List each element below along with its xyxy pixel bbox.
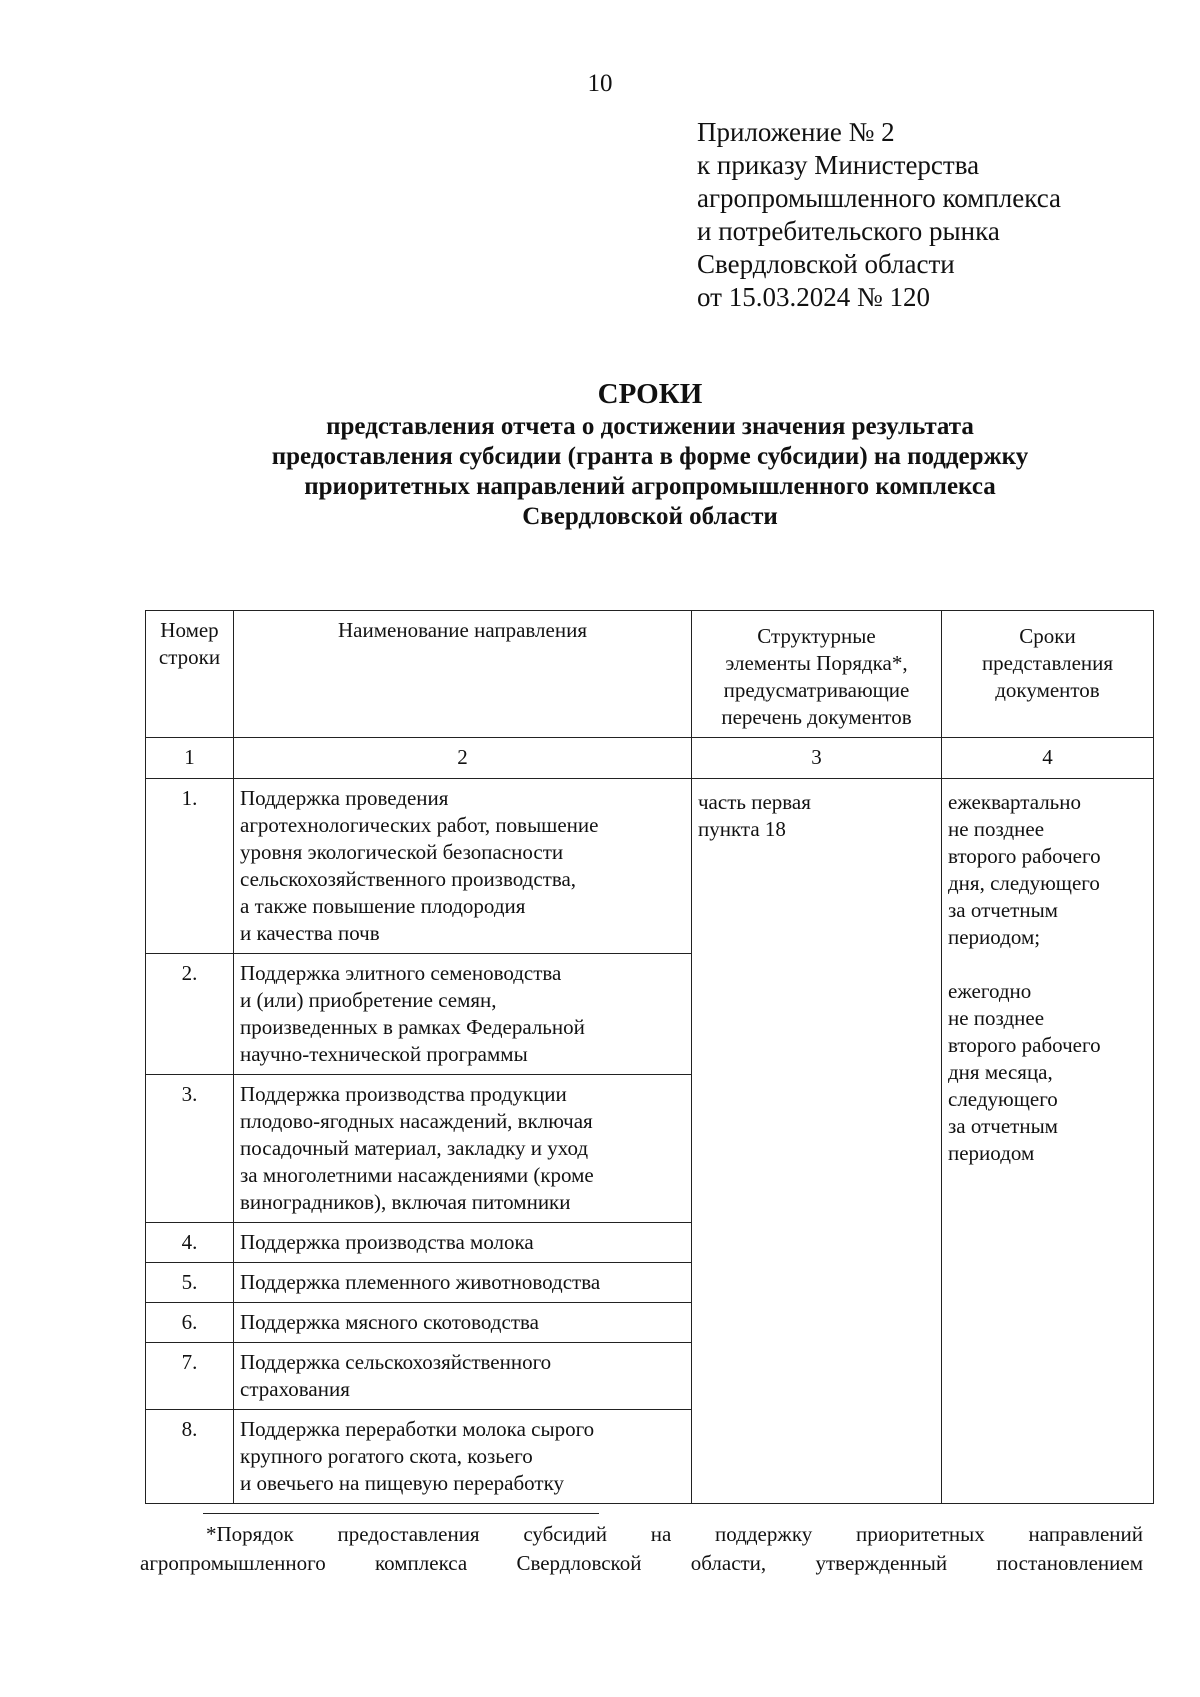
direction-name: Поддержка производства молока — [234, 1223, 692, 1263]
footnote-divider — [203, 1513, 599, 1514]
footnote — [140, 1520, 1143, 1578]
row-number: 6. — [146, 1303, 234, 1343]
title-subtitle — [140, 412, 1160, 532]
direction-name: Поддержка производства продукции плодово-ягодных насаждений, включая посадочный материал, закладку и уход за многолетними насаждениями (кроме виноградников), включая питомники — [234, 1075, 692, 1223]
row-number: 1. — [146, 779, 234, 954]
title-line: Свердловской области — [522, 503, 778, 530]
appendix-line: Свердловской области — [697, 249, 955, 279]
structural-element-cell: часть первая пункта 18 — [692, 779, 942, 1504]
column-number-row — [146, 738, 1154, 779]
direction-name: Поддержка переработки молока сырого крупного рогатого скота, козьего и овечьего на пищевую переработку — [234, 1410, 692, 1504]
title-line: приоритетных направлений агропромышленного комплекса — [304, 473, 996, 500]
title-line: предоставления субсидии (гранта в форме субсидии) на поддержку — [271, 443, 1029, 470]
appendix-line: агропромышленного комплекса — [697, 183, 1061, 213]
column-number: 1 — [146, 738, 234, 779]
title-main: СРОКИ — [597, 378, 703, 410]
direction-name: Поддержка элитного семеноводства и (или) приобретение семян, произведенных в рамках Федеральной научно-технической программы — [234, 954, 692, 1075]
row-number: 5. — [146, 1263, 234, 1303]
column-number: 4 — [942, 738, 1154, 779]
deadline-yearly: ежегодно не позднее второго рабочего дня месяца, следующего за отчетным периодом — [948, 979, 1101, 1165]
document-title — [140, 376, 1160, 532]
column-number: 2 — [234, 738, 692, 779]
deadlines-table — [145, 610, 1154, 1504]
title-line: представления отчета о достижении значения результата — [326, 413, 974, 440]
row-number: 4. — [146, 1223, 234, 1263]
header-deadlines: Сроки представления документов — [942, 611, 1154, 738]
appendix-line: Приложение № 2 — [697, 117, 895, 147]
direction-name: Поддержка проведения агротехнологических работ, повышение уровня экологической безопасности сельскохозяйственного производства, а также повышение плодородия и качества почв — [234, 779, 692, 954]
appendix-line: и потребительского рынка — [697, 216, 1000, 246]
direction-name: Поддержка сельскохозяйственного страхования — [234, 1343, 692, 1410]
table-header-row — [146, 611, 1154, 738]
appendix-line: к приказу Министерства — [697, 150, 980, 180]
row-number: 8. — [146, 1410, 234, 1504]
column-number: 3 — [692, 738, 942, 779]
row-number: 2. — [146, 954, 234, 1075]
page-number: 10 — [587, 70, 613, 97]
direction-name: Поддержка племенного животноводства — [234, 1263, 692, 1303]
header-direction-name: Наименование направления — [234, 611, 692, 738]
appendix-block — [697, 116, 1061, 314]
table-row — [146, 779, 1154, 954]
deadline-cell — [942, 779, 1154, 1504]
row-number: 3. — [146, 1075, 234, 1223]
appendix-line: от 15.03.2024 № 120 — [697, 282, 930, 312]
row-number: 7. — [146, 1343, 234, 1410]
footnote-line: агропромышленного комплекса Свердловской области, утвержденный постановлением — [140, 1551, 1143, 1575]
direction-name: Поддержка мясного скотоводства — [234, 1303, 692, 1343]
deadline-quarterly: ежеквартально не позднее второго рабочего дня, следующего за отчетным периодом; — [948, 790, 1101, 949]
footnote-line: *Порядок предоставления субсидий на поддержку приоритетных направлений — [206, 1522, 1143, 1546]
header-structural-elements: Структурные элементы Порядка*, предусматривающие перечень документов — [692, 611, 942, 738]
header-row-number: Номер строки — [146, 611, 234, 738]
